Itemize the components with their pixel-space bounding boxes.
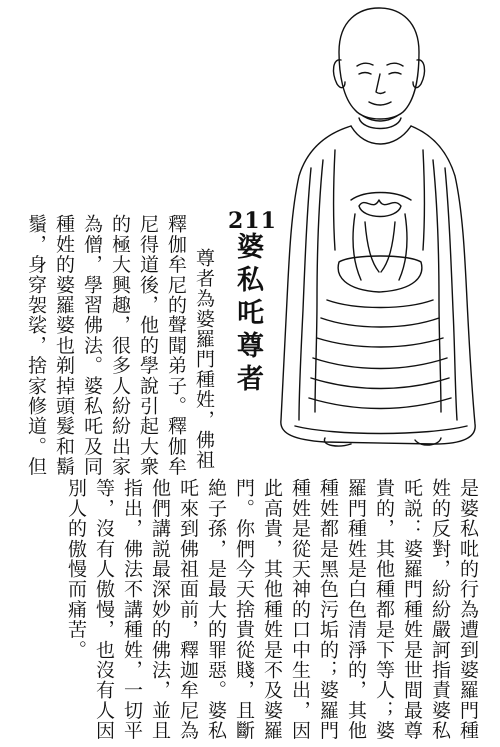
upper-text-column: 為僧，學習佛法。婆私吒及同 — [81, 214, 103, 477]
upper-text-column: 釋伽牟尼的聲聞弟子。釋伽牟 — [165, 214, 187, 477]
robe-knot — [359, 200, 401, 217]
upper-text-column: 鬚，身穿袈裟，捨家修道。但 — [25, 214, 47, 477]
lower-text-column: 吒説：婆羅門種姓是世間最尊 — [401, 478, 423, 741]
upper-text-column: 尊者為婆羅門種姓，佛祖 — [193, 248, 215, 471]
mouth — [369, 102, 391, 105]
lower-text-column: 種姓是從天神的口中生出，因 — [289, 478, 311, 741]
lower-text-column: 他們講説最深妙的佛法，並且 — [149, 478, 171, 741]
lower-text-column: 門。你們今天捨貴從賤，且斷 — [233, 478, 255, 741]
page-title: 婆私吒尊者 — [232, 232, 263, 397]
upper-text-column: 的極大興趣，很多人紛紛出家 — [109, 214, 131, 477]
lower-text-column: 指出，佛法不講種姓，一切平 — [121, 478, 143, 741]
lower-text-column: 貴的，其他種都是下等人；婆 — [373, 478, 395, 741]
upper-text-column: 尼得道後，他的學說引起大衆 — [137, 214, 159, 477]
lower-text-column: 羅門種姓是白色清淨的，其他 — [345, 478, 367, 741]
lower-text-column: 絶子孫，是最大的罪惡。婆私 — [205, 478, 227, 741]
lower-text-column: 別人的傲慢而痛苦。 — [65, 478, 87, 660]
lower-text-column: 種姓都是黑色污垢的；婆羅門 — [317, 478, 339, 741]
eyebrows — [357, 63, 403, 66]
lower-text-column: 吒來到佛祖面前，釋迦牟尼為 — [177, 478, 199, 741]
lower-text-column: 是婆私吡的行為遭到婆羅門種 — [457, 478, 479, 741]
lower-text-column: 姓的反對，紛紛嚴訶指責婆私 — [429, 478, 451, 741]
head-outline — [339, 8, 419, 119]
entry-number: 211 — [228, 208, 277, 234]
nose — [376, 74, 385, 94]
lower-text-column: 等，沒有人傲慢，也沒有人因 — [93, 478, 115, 741]
upper-text-column: 種姓的婆羅婆也剃掉頭髮和鬍 — [53, 214, 75, 477]
arhat-illustration — [255, 0, 500, 450]
lower-text-column: 此高貴，其他種姓是不及婆羅 — [261, 478, 283, 741]
